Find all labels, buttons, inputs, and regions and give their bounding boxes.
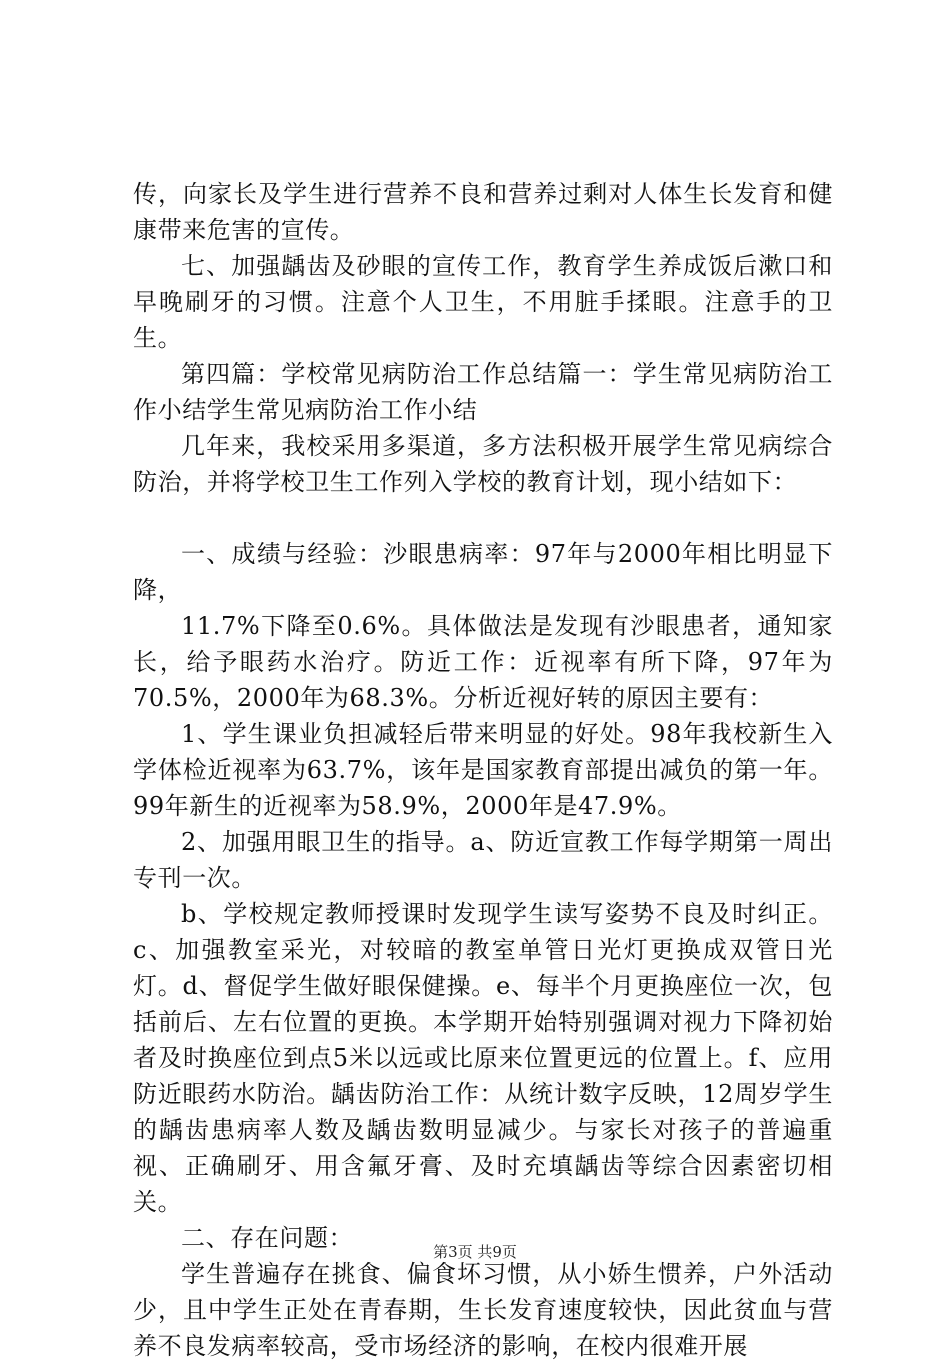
paragraph-reason-one: 1、学生课业负担减轻后带来明显的好处。98年我校新生入学体检近视率为63.7%，该年是国家教育部提出减负的第一年。99年新生的近视率为58.9%，2000年是47.9%。 bbox=[133, 720, 833, 820]
paragraph-reason-two: 2、加强用眼卫生的指导。a、防近宣教工作每学期第一周出专刊一次。 bbox=[133, 828, 833, 892]
paragraph-nutrition-continued: 传，向家长及学生进行营养不良和营养过剩对人体生长发育和健康带来危害的宣传。 bbox=[133, 180, 833, 244]
paragraph-achievements-heading: 一、成绩与经验：沙眼患病率：97年与2000年相比明显下降， bbox=[133, 540, 833, 604]
page-footer bbox=[0, 1242, 950, 1262]
paragraph-gap bbox=[133, 500, 833, 536]
page-number-label: 第3页 共9页 bbox=[433, 1243, 517, 1261]
paragraph-measures: b、学校规定教师授课时发现学生读写姿势不良及时纠正。c、加强教室采光，对较暗的教室单管日光灯更换成双管日光灯。d、督促学生做好眼保健操。e、每半个月更换座位一次，包括前后、左右位置的更换。本学期开始特别强调对视力下降初始者及时换座位到点5米以远或比原来位置更远的位置上。f、应用防近眼药水防治。龋齿防治工作：从统计数字反映，12周岁学生的龋齿患病率人数及龋齿数明显减少。与家长对孩子的普遍重视、正确刷牙、用含氟牙膏、及时充填龋齿等综合因素密切相关。 bbox=[133, 900, 833, 1216]
paragraph-problems-heading: 二、存在问题： bbox=[181, 1224, 354, 1252]
paragraph-chapter-four-title: 第四篇：学校常见病防治工作总结篇一：学生常见病防治工作小结学生常见病防治工作小结 bbox=[133, 360, 833, 424]
paragraph-problems-body: 学生普遍存在挑食、偏食坏习惯，从小娇生惯养，户外活动少，且中学生正处在青春期，生长发育速度较快，因此贫血与营养不良发病率较高，受市场经济的影响，在校内很难开展 bbox=[133, 1260, 833, 1360]
document-body bbox=[133, 176, 833, 1364]
paragraph-summary-intro: 几年来，我校采用多渠道，多方法积极开展学生常见病综合防治，并将学校卫生工作列入学校的教育计划，现小结如下： bbox=[133, 432, 833, 496]
paragraph-trachoma-myopia: 11.7%下降至0.6%。具体做法是发现有沙眼患者，通知家长，给予眼药水治疗。防近工作：近视率有所下降，97年为70.5%，2000年为68.3%。分析近视好转的原因主要有： bbox=[133, 612, 833, 712]
paragraph-section-seven: 七、加强龋齿及砂眼的宣传工作，教育学生养成饭后漱口和早晚刷牙的习惯。注意个人卫生，不用脏手揉眼。注意手的卫生。 bbox=[133, 252, 833, 352]
